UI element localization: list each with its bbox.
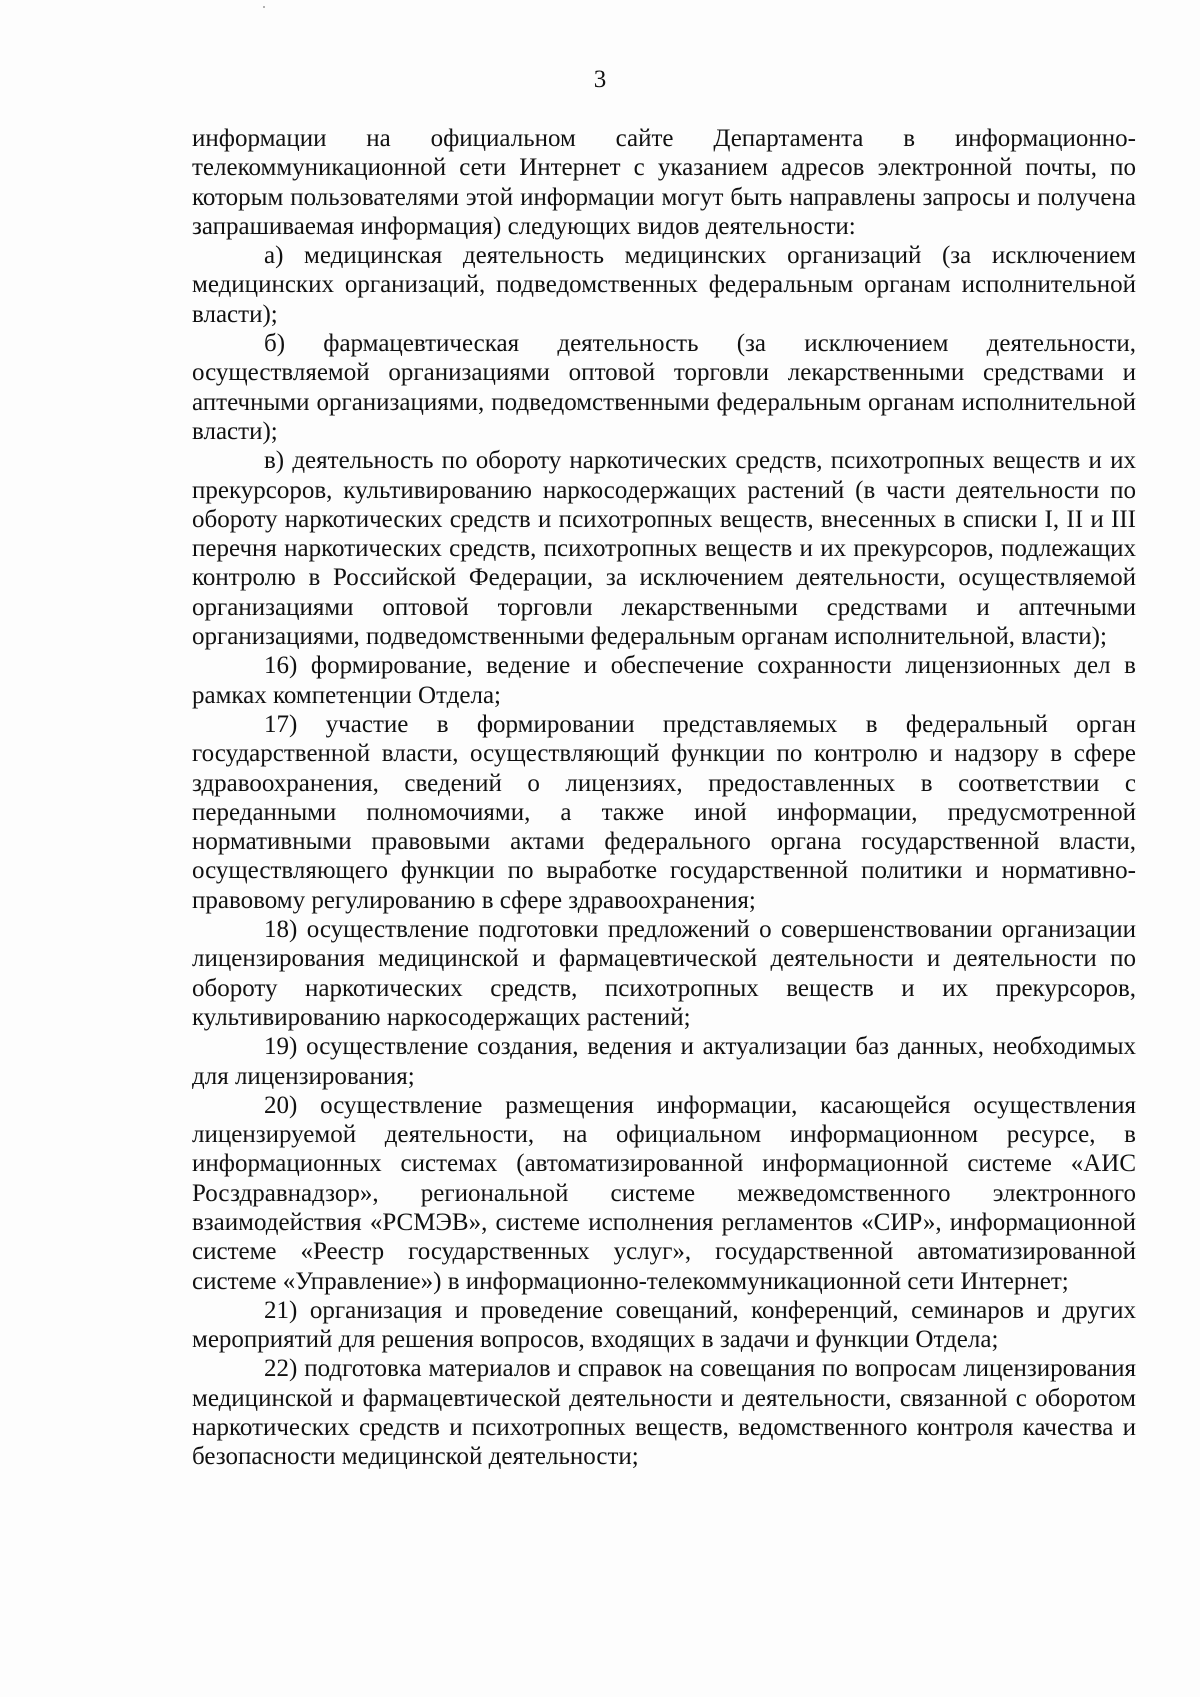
paragraph-item-21: 21) организация и проведение совещаний, конференций, семинаров и других мероприятий для решения вопросов, входящих в задачи и функции Отдела;	[192, 1296, 1136, 1354]
paragraph-item-17: 17) участие в формировании представляемых в федеральный орган государственной власти, осуществляющий функции по контролю и надзору в сфере здравоохранения, сведений о лицензиях, предоставленных в соответствии с переданными полномочиями, а также иной информации, предусмотренной нормативными правовыми актами федерального органа государственной власти, осуществляющего функции по выработке государственной политики и нормативно-правовому регулированию в сфере здравоохранения;	[192, 710, 1136, 914]
paragraph-item-20: 20) осуществление размещения информации, касающейся осуществления лицензируемой деятельности, на официальном информационном ресурсе, в информационных системах (автоматизированной информационной системе «АИС Росздравнадзор», региональной системе межведомственного электронного взаимодействия «РСМЭВ», системе исполнения регламентов «СИР», информационной системе «Реестр государственных услуг», государственной автоматизированной системе «Управление») в информационно-телекоммуникационной сети Интернет;	[192, 1091, 1136, 1295]
paragraph-item-22: 22) подготовка материалов и справок на совещания по вопросам лицензирования медицинской и фармацевтической деятельности и деятельности, связанной с оборотом наркотических средств и психотропных веществ, ведомственного контроля качества и безопасности медицинской деятельности;	[192, 1355, 1136, 1471]
page-number: 3	[593, 66, 607, 93]
document-body	[192, 124, 1136, 1472]
paragraph-item-a: а) медицинская деятельность медицинских организаций (за исключением медицинских организаций, подведомственных федеральным органам исполнительной власти);	[192, 242, 1136, 328]
paragraph-intro: информации на официальном сайте Департамента в информационно-телекоммуникационной сети Интернет с указанием адресов электронной почты, по которым пользователями этой информации могут быть направлены запросы и получена запрашиваемая информация) следующих видов деятельности:	[192, 125, 1136, 240]
paragraph-item-19: 19) осуществление создания, ведения и актуализации баз данных, необходимых для лицензирования;	[192, 1033, 1136, 1090]
paragraph-item-18: 18) осуществление подготовки предложений о совершенствовании организации лицензирования медицинской и фармацевтической деятельности и деятельности по обороту наркотических средств, психотропных веществ и их прекурсоров, культивированию наркосодержащих растений;	[192, 916, 1136, 1031]
scan-speck	[263, 6, 265, 8]
paragraph-item-v: в) деятельность по обороту наркотических средств, психотропных веществ и их прекурсоров, культивированию наркосодержащих растений (в части деятельности по обороту наркотических средств и психотропных веществ, внесенных в списки I, II и III перечня наркотических средств, психотропных веществ и их прекурсоров, подлежащих контролю в Российской Федерации, за исключением деятельности, осуществляемой организациями оптовой торговли лекарственными средствами и аптечными организациями, подведомственными федеральным органам исполнительной, власти);	[192, 447, 1136, 651]
paragraph-item-16: 16) формирование, ведение и обеспечение сохранности лицензионных дел в рамках компетенции Отдела;	[192, 652, 1136, 709]
paragraph-item-b: б) фармацевтическая деятельность (за исключением деятельности, осуществляемой организациями оптовой торговли лекарственными средствами и аптечными организациями, подведомственными федеральным органам исполнительной власти);	[192, 330, 1136, 445]
